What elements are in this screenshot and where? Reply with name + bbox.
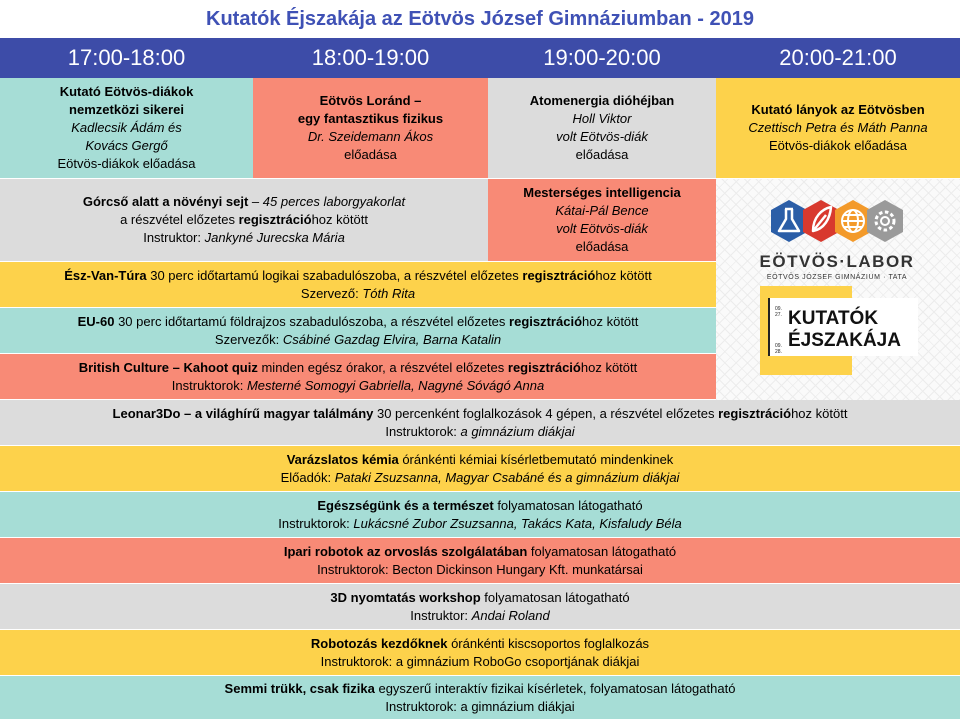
- program-row: [0, 538, 960, 584]
- lab-title: Górcső alatt a növényi sejt: [82, 194, 249, 209]
- talk-cell-4: [716, 78, 960, 179]
- program-row: [0, 400, 960, 446]
- program-role: Előadók:: [280, 469, 335, 485]
- program-reg: regisztráció: [509, 313, 583, 329]
- lab-cell: [0, 179, 488, 262]
- lab-reg: regisztráció: [238, 212, 312, 227]
- program-row: [0, 630, 960, 676]
- program-row: [0, 308, 716, 354]
- program-desc: 30 perc időtartamú logikai szabadulószoba, a részvétel előzetes: [146, 267, 523, 283]
- talk-note: előadása: [344, 147, 397, 162]
- program-desc: óránkénti kémiai kísérletbemutató mindenkinek: [398, 451, 674, 467]
- program-people: a gimnázium diákjai: [460, 423, 575, 439]
- talk-speaker: Kadlecsik Ádám és: [71, 120, 182, 135]
- program-role: Instruktorok:: [278, 515, 354, 531]
- program-people: Mesterné Somogyi Gabriella, Nagyné Sóvágó Anna: [246, 377, 545, 393]
- talk-speaker: volt Eötvös-diák: [556, 129, 648, 144]
- talk-speaker: Czettisch Petra és Máth Panna: [748, 120, 928, 135]
- time-header-3: 19:00-20:00: [488, 38, 716, 78]
- talk-speaker: Kátai-Pál Bence: [555, 203, 649, 218]
- talk-speaker: Kovács Gergő: [85, 138, 168, 153]
- program-title: Varázslatos kémia: [286, 451, 399, 467]
- program-role: Instruktorok:: [171, 377, 247, 393]
- ke-line2: ÉJSZAKÁJA: [788, 330, 901, 351]
- program-row: [0, 584, 960, 630]
- time-header-2: 18:00-19:00: [253, 38, 488, 78]
- talk-speaker: volt Eötvös-diák: [556, 221, 648, 236]
- program-role: Szervező:: [300, 285, 363, 301]
- labor-name-text: EÖTVÖS·LABOR: [759, 252, 915, 271]
- talk-title: Kutató lányok az Eötvösben: [751, 102, 925, 117]
- program-title: British Culture – Kahoot quiz: [78, 359, 258, 375]
- program-desc: folyamatosan látogatható: [480, 589, 630, 605]
- program-people: Csábiné Gazdag Elvira, Barna Katalin: [282, 331, 502, 347]
- program-title: Ész-Van-Túra: [64, 267, 147, 283]
- talk-note: Eötvös-diákok előadása: [57, 156, 196, 171]
- program-role: Instruktorok:: [385, 423, 461, 439]
- program-desc: folyamatosan látogatható: [527, 543, 677, 559]
- program-title: Robotozás kezdőknek: [310, 635, 448, 651]
- talk-cell-1: [0, 78, 253, 179]
- program-title: 3D nyomtatás workshop: [330, 589, 481, 605]
- kutatok-ejszakaja-logo: [760, 286, 918, 375]
- talk-title: egy fantasztikus fizikus: [297, 111, 444, 126]
- eotvos-labor-logo: [760, 200, 915, 281]
- program-row: [0, 676, 960, 720]
- ke-date-end: 09. 28.: [775, 343, 782, 355]
- talk-title: Mesterséges intelligencia: [523, 185, 681, 200]
- program-role: Instruktorok:: [317, 561, 393, 577]
- program-reg: regisztráció: [718, 405, 792, 421]
- lab-dash: –: [248, 194, 263, 209]
- program-desc: 30 percenként foglalkozások 4 gépen, a részvétel előzetes: [373, 405, 719, 421]
- program-reg-post: hoz kötött: [580, 359, 638, 375]
- program-reg-post: hoz kötött: [595, 267, 652, 283]
- program-role: Instruktorok:: [320, 653, 396, 669]
- ke-line1: KUTATÓK: [788, 308, 879, 329]
- talk-cell-3: [488, 78, 716, 179]
- talk-cell-2: [253, 78, 488, 179]
- program-title: EU-60: [77, 313, 115, 329]
- program-role: Instruktor:: [410, 607, 472, 623]
- lab-duration: 45 perces laborgyakorlat: [262, 194, 406, 209]
- talk-speaker: Dr. Szeidemann Ákos: [307, 129, 434, 144]
- page-title: Kutatók Éjszakája az Eötvös József Gimnáziumban - 2019: [206, 8, 754, 30]
- program-reg-post: hoz kötött: [582, 313, 639, 329]
- time-header-4: 20:00-21:00: [716, 38, 960, 78]
- lab-reg-pre: a részvétel előzetes: [120, 212, 239, 227]
- talk-speaker: Holl Viktor: [572, 111, 632, 126]
- program-people: Andai Roland: [471, 607, 550, 623]
- program-reg: regisztráció: [507, 359, 581, 375]
- time-header-1: 17:00-18:00: [0, 38, 253, 78]
- program-row: [0, 354, 716, 400]
- talk-title: Eötvös Loránd –: [319, 93, 422, 108]
- program-people: Tóth Rita: [362, 285, 416, 301]
- program-reg: regisztráció: [522, 267, 596, 283]
- logos-graphic: [716, 179, 960, 400]
- talk-title: Kutató Eötvös-diákok nemzetközi sikerei: [59, 84, 194, 117]
- lab-instr-label: Instruktor:: [143, 230, 205, 245]
- logo-panel: [716, 179, 960, 400]
- lab-instr-name: Jankyné Jurecska Mária: [204, 230, 345, 245]
- program-people: Becton Dickinson Hungary Kft. munkatársai: [392, 561, 643, 577]
- labor-sub-text: EÖTVÖS JÓZSEF GIMNÁZIUM · TATA: [766, 274, 908, 281]
- program-row: [0, 446, 960, 492]
- talk-note: előadása: [575, 239, 629, 254]
- program-people: Pataki Zsuzsanna, Magyar Csabáné és a gimnázium diákjai: [334, 469, 680, 485]
- lab-reg-post: hoz kötött: [311, 212, 368, 227]
- program-title: Semmi trükk, csak fizika: [224, 680, 375, 696]
- program-people: a gimnázium diákjai: [460, 698, 575, 714]
- program-reg-post: hoz kötött: [791, 405, 848, 421]
- program-row: [0, 492, 960, 538]
- program-people: a gimnázium RoboGo csoportjának diákjai: [395, 653, 640, 669]
- talk-title: Atomenergia dióhéjban: [529, 93, 675, 108]
- program-desc: óránkénti kiscsoportos foglalkozás: [447, 635, 650, 651]
- program-desc: folyamatosan látogatható: [493, 497, 643, 513]
- talk-note: Eötvös-diákok előadása: [768, 138, 908, 153]
- program-title: Egészségünk és a természet: [317, 497, 494, 513]
- ai-talk-cell: [488, 179, 716, 262]
- program-row: [0, 262, 716, 308]
- program-role: Instruktorok:: [385, 698, 461, 714]
- program-role: Szervezők:: [214, 331, 283, 347]
- program-desc: minden egész órakor, a részvétel előzetes: [257, 359, 508, 375]
- program-title: Ipari robotok az orvoslás szolgálatában: [283, 543, 528, 559]
- program-desc: 30 perc időtartamú földrajzos szabadulószoba, a részvétel előzetes: [114, 313, 510, 329]
- talk-note: előadása: [575, 147, 629, 162]
- ke-date-start: 09. 27.: [775, 306, 782, 318]
- program-desc: egyszerű interaktív fizikai kísérletek, folyamatosan látogatható: [374, 680, 736, 696]
- program-title: Leonar3Do – a világhírű magyar találmány: [112, 405, 374, 421]
- program-people: Lukácsné Zubor Zsuzsanna, Takács Kata, Kisfaludy Béla: [353, 515, 682, 531]
